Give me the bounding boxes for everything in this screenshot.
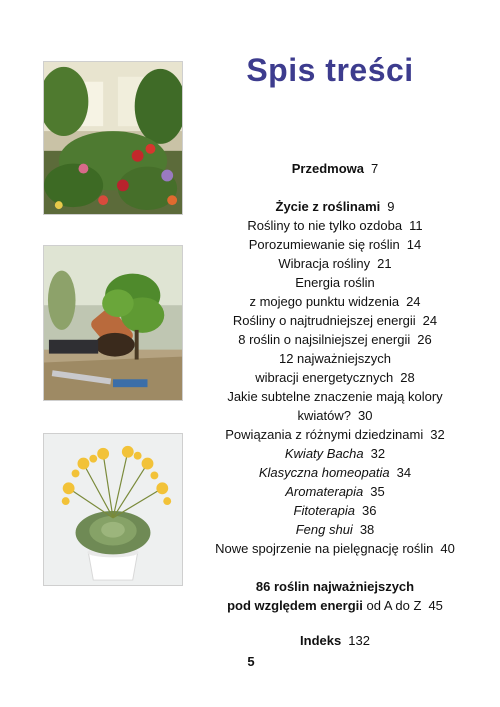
toc-entry-porozumiewanie[interactable] — [195, 235, 475, 254]
table-of-contents — [195, 159, 475, 650]
toc-page: 28 — [400, 370, 415, 385]
toc-entry-indeks[interactable] — [195, 631, 475, 650]
toc-label: Rośliny to nie tylko ozdoba — [247, 218, 403, 233]
toc-label: Nowe spojrzenie na pielęgnację roślin — [215, 541, 434, 556]
toc-label: Wibracja rośliny — [278, 256, 371, 271]
toc-entry-wibracja[interactable] — [195, 254, 475, 273]
toc-label: z mojego punktu widzenia — [249, 294, 400, 309]
page-number: 5 — [247, 654, 255, 669]
toc-page: 24 — [406, 294, 421, 309]
toc-page: 14 — [406, 237, 422, 252]
toc-label: Indeks — [300, 633, 342, 648]
toc-entry-kolory-line2[interactable] — [195, 406, 475, 425]
toc-entry-zycie[interactable] — [195, 197, 475, 216]
toc-entry-ozdoba[interactable] — [195, 216, 475, 235]
toc-page: 24 — [422, 313, 438, 328]
toc-label: Kwiaty Bacha — [284, 446, 364, 461]
toc-entry-wazne-line2[interactable] — [195, 368, 475, 387]
toc-label: wibracji energetycznych — [255, 370, 394, 385]
toc-page: 26 — [417, 332, 432, 347]
toc-page: 21 — [377, 256, 392, 271]
toc-label: Fitoterapia — [293, 503, 355, 518]
toc-entry-wazne-line1[interactable]: 12 najważniejszych — [278, 351, 391, 366]
toc-entry-najtrudniejsza[interactable] — [195, 311, 475, 330]
toc-entry-fengshui[interactable] — [195, 520, 475, 539]
indoor-plant-garden-photo — [43, 61, 183, 215]
toc-label-rest: od A do Z — [366, 598, 422, 613]
flowering-succulent-pot-photo — [43, 433, 183, 586]
toc-label: 8 roślin o najsilniejszej energii — [238, 332, 411, 347]
toc-page: 32 — [430, 427, 445, 442]
toc-label: Powiązania z różnymi dziedzinami — [225, 427, 424, 442]
toc-entry-energia-line1[interactable]: Energia roślin — [295, 275, 375, 290]
toc-entry-powiazania[interactable] — [195, 425, 475, 444]
toc-page: 35 — [370, 484, 385, 499]
toc-entry-kolory-line1[interactable]: Jakie subtelne znaczenie mają kolory — [227, 389, 443, 404]
toc-label: Rośliny o najtrudniejszej energii — [232, 313, 416, 328]
page-title: Spis treści — [246, 52, 414, 88]
toc-page: 38 — [359, 522, 375, 537]
toc-page: 7 — [371, 161, 379, 176]
toc-label: Klasyczna homeopatia — [258, 465, 390, 480]
toc-label-bold: pod względem energii — [227, 598, 363, 613]
toc-entry-bach[interactable] — [195, 444, 475, 463]
toc-label: Feng shui — [295, 522, 353, 537]
toc-entry-nowe[interactable] — [195, 539, 475, 558]
toc-entry-aromaterapia[interactable] — [195, 482, 475, 501]
toc-page: 45 — [428, 598, 443, 613]
toc-entry-86-line2[interactable] — [195, 596, 475, 615]
toc-label: Aromaterapia — [285, 484, 364, 499]
toc-entry-86-line1[interactable]: 86 roślin najważniejszych — [255, 579, 415, 594]
toc-page: 32 — [370, 446, 386, 461]
toc-entry-najsilniejsza[interactable] — [195, 330, 475, 349]
toc-entry-energia-line2[interactable] — [195, 292, 475, 311]
toc-label: Życie z roślinami — [275, 199, 381, 214]
toc-label: Porozumiewanie się roślin — [248, 237, 400, 252]
toc-page: 40 — [440, 541, 455, 556]
toc-page: 34 — [396, 465, 412, 480]
toc-entry-fitoterapia[interactable] — [195, 501, 475, 520]
toc-entry-przedmowa[interactable] — [195, 159, 475, 178]
toc-page: 30 — [358, 408, 373, 423]
toc-page: 132 — [348, 633, 370, 648]
toc-page: 9 — [387, 199, 395, 214]
toc-page: 36 — [361, 503, 377, 518]
toc-label: Przedmowa — [291, 161, 364, 176]
toc-label: kwiatów? — [297, 408, 351, 423]
toc-entry-homeopatia[interactable] — [195, 463, 475, 482]
toc-page: 11 — [409, 218, 423, 233]
repotting-plant-photo — [43, 245, 183, 401]
